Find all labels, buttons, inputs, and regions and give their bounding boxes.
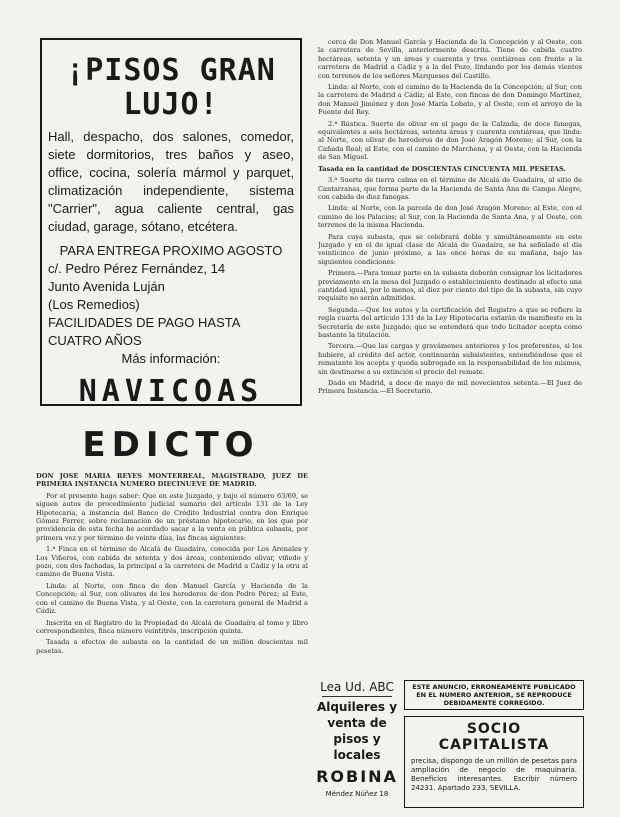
edicto-column [36, 472, 308, 802]
socio-body: precisa, dispongo de un millón de pesetas para ampliación de negocio de maquinaria. Beneficios interesantes. Escribir número 24231. Apartado 233, SEVILLA. [411, 757, 577, 792]
column-paragraph: Linda: al Norte, con el camino de la Hacienda de la Concepción; al Sur, con la carretera de Madrid a Cádiz; al Este, con fincas de don Domingo Martínez, don Manuel Jiménez y don José María Lobato, y al Oeste, con el arroyo de la Fuente del Rey. [318, 83, 582, 117]
edicto-paragraph: Tasada a efectos de subasta en la cantidad de un millón doscientas mil pesetas. [36, 638, 308, 655]
edicto-paragraph: Por el presente hago saber: Que en este Juzgado, y bajo el número 63/69, se siguen autos de procedimiento judicial sumario del artículo 131 de la Ley Hipotecaria, a instancia del Banco de Crédito Industrial contra don Enrique Gómez Ferrer, sobre reclamación de un préstamo hipotecario, en los que por providencia de esta fecha he acordado sacar a la venta en pública subasta, por primera vez y por término de veinte días, las fincas siguientes: [36, 491, 308, 542]
pisos-features: Hall, despacho, dos salones, comedor, siete dormitorios, tres baños y aseo, office, cocina, solería mármol y parquet, climatización independiente, sistema "Carrier", agua caliente central, gas ciudad, garage, sótano, etcétera. [48, 129, 294, 234]
column-paragraph: Dado en Madrid, a doce de mayo de mil novecientos setenta.—El Juez de Primera Instancia.—El Secretario. [318, 379, 582, 396]
column-paragraph: Linda: al Norte, con la parcela de don José Aragón Moreno; al Este, con el camino de los Palacios; al Sur, con la Hacienda de Santa Ana, y al Oeste, con terrenos de la misma Hacienda. [318, 204, 582, 230]
abc-classified-ad [316, 680, 398, 808]
pisos-delivery: PARA ENTREGA PROXIMO AGOSTO [59, 243, 283, 258]
pisos-address-1: c/. Pedro Pérez Fernández, 14 [48, 261, 226, 276]
pisos-info: Más información: [121, 351, 221, 366]
abc-divider [322, 696, 392, 697]
navicoas-brand: NAVICOAS [78, 374, 264, 406]
column-paragraph: Tasada en la cantidad de DOSCIENTAS CINCUENTA MIL PESETAS. [318, 164, 566, 173]
pisos-ad [40, 38, 302, 406]
column-paragraph: Segunda.—Que los autos y la certificación del Registro a que se refiere la regla cuarta del artículo 131 de la Ley Hipotecaria estarán de manifiesto en la Secretaría de este Juzgado; que se entenderá que todo licitador acepta como bastante la titulación. [318, 305, 582, 339]
column-paragraph: Primera.—Para tomar parte en la subasta deberán consignar los licitadores previamente en la mesa del Juzgado o establecimiento destinado al efecto una cantidad igual, por lo menos, al diez por ciento del tipo de la subasta, sin cuyo requisito no serán admitidos. [318, 269, 582, 303]
abc-robina: ROBINA [316, 767, 398, 786]
correction-notice: ESTE ANUNCIO, ERRONEAMENTE PUBLICADO EN EL NUMERO ANTERIOR, SE REPRODUCE DEBIDAMENTE CORREGIDO. [404, 680, 584, 710]
column-paragraph: Para cuya subasta, que se celebrará doble y simultáneamente en este Juzgado y en el de igual clase de Alcalá de Guadaíra, se ha señalado el día veinticinco de junio próximo, a las once horas de su mañana, bajo las siguientes condiciones: [318, 232, 582, 266]
column-paragraph: 2.ª Rústica. Suerte de olivar en el pago de la Calzada, de doce fanegas, equivalentes a seis hectáreas, setenta áreas y cuarenta centiáreas, que linda: al Norte, con olivar de herederos de don José Aragón Moreno; al Sur, con la Cañada Real; al Este, con el camino de Marchena, y al Oeste, con la Hacienda de San Miguel. [318, 119, 582, 162]
column-paragraph: 3.ª Suerte de tierra calma en el término de Alcalá de Guadaíra, al sitio de Cantarranas, que forma parte de la Hacienda de Santa Ana de Campo Alegre, con cabida de diez fanegas. [318, 176, 582, 201]
right-text-column [318, 38, 582, 674]
abc-read-line: Lea Ud. ABC [320, 680, 394, 694]
column-paragraph: cerca de Don Manuel García y Hacienda de la Concepción y al Oeste, con la carretera de Sevilla, anteriormente descrita. Tiene de cabida cuatro hectáreas, setenta y un áreas y cuarenta y tres centiáreas con frente a la carretera de Madrid a Cádiz y a la del Pozo, lindando por los demás vientos con terrenos de los señores Marqueses del Castillo. [318, 38, 582, 80]
pisos-address-3: (Los Remedios) [48, 297, 140, 312]
socio-capitalista-ad [404, 716, 584, 808]
abc-address: Méndez Núñez 18 [325, 790, 389, 798]
abc-rentals-line: Alquileres y venta de pisos y locales [316, 700, 398, 762]
edicto-judge-heading: DON JOSE MARIA REYES MONTERREAL, MAGISTRADO, JUEZ DE PRIMERA INSTANCIA NUMERO DIECINUEVE DE MADRID. [36, 472, 308, 489]
edicto-paragraph: Linda: al Norte, con finca de don Manuel García y Hacienda de la Concepción; al Sur, con olivares de los herederos de don Pedro Pérez; al Este, con el camino de Buena Vista, y al Oeste, con la carretera general de Madrid a Cádiz. [36, 581, 308, 616]
edicto-title: EDICTO [82, 425, 260, 465]
edicto-paragraph: Inscrita en el Registro de la Propiedad de Alcalá de Guadaíra al tomo y libro correspondientes, finca número veintitrés, inscripción quinta. [36, 618, 308, 635]
socio-title: SOCIO CAPITALISTA [438, 721, 550, 753]
pisos-payment: FACILIDADES DE PAGO HASTA CUATRO AÑOS [48, 315, 240, 348]
pisos-headline: ¡PISOS GRAN LUJO! [66, 53, 276, 122]
edicto-paragraph: 1.ª Finca en el término de Alcalá de Guadaíra, conocida por Los Arenales y Los Viñeros, con cabida de setenta y dos áreas, conteniendo olivar, viñedo y pozo, con dos fachadas, la principal a la carretera de Madrid a Cádiz y la otra al camino de Buena Vista. [36, 545, 308, 579]
column-paragraph: Tercera.—Que las cargas y gravámenes anteriores y los preferentes, si los hubiere, al crédito del actor, continuarán subsistentes, entendiéndose que el rematante los acepta y queda subrogado en la responsabilidad de los mismos, sin destinarse a su extinción el precio del remate. [318, 342, 582, 376]
pisos-address-2: Junto Avenida Luján [48, 279, 165, 294]
